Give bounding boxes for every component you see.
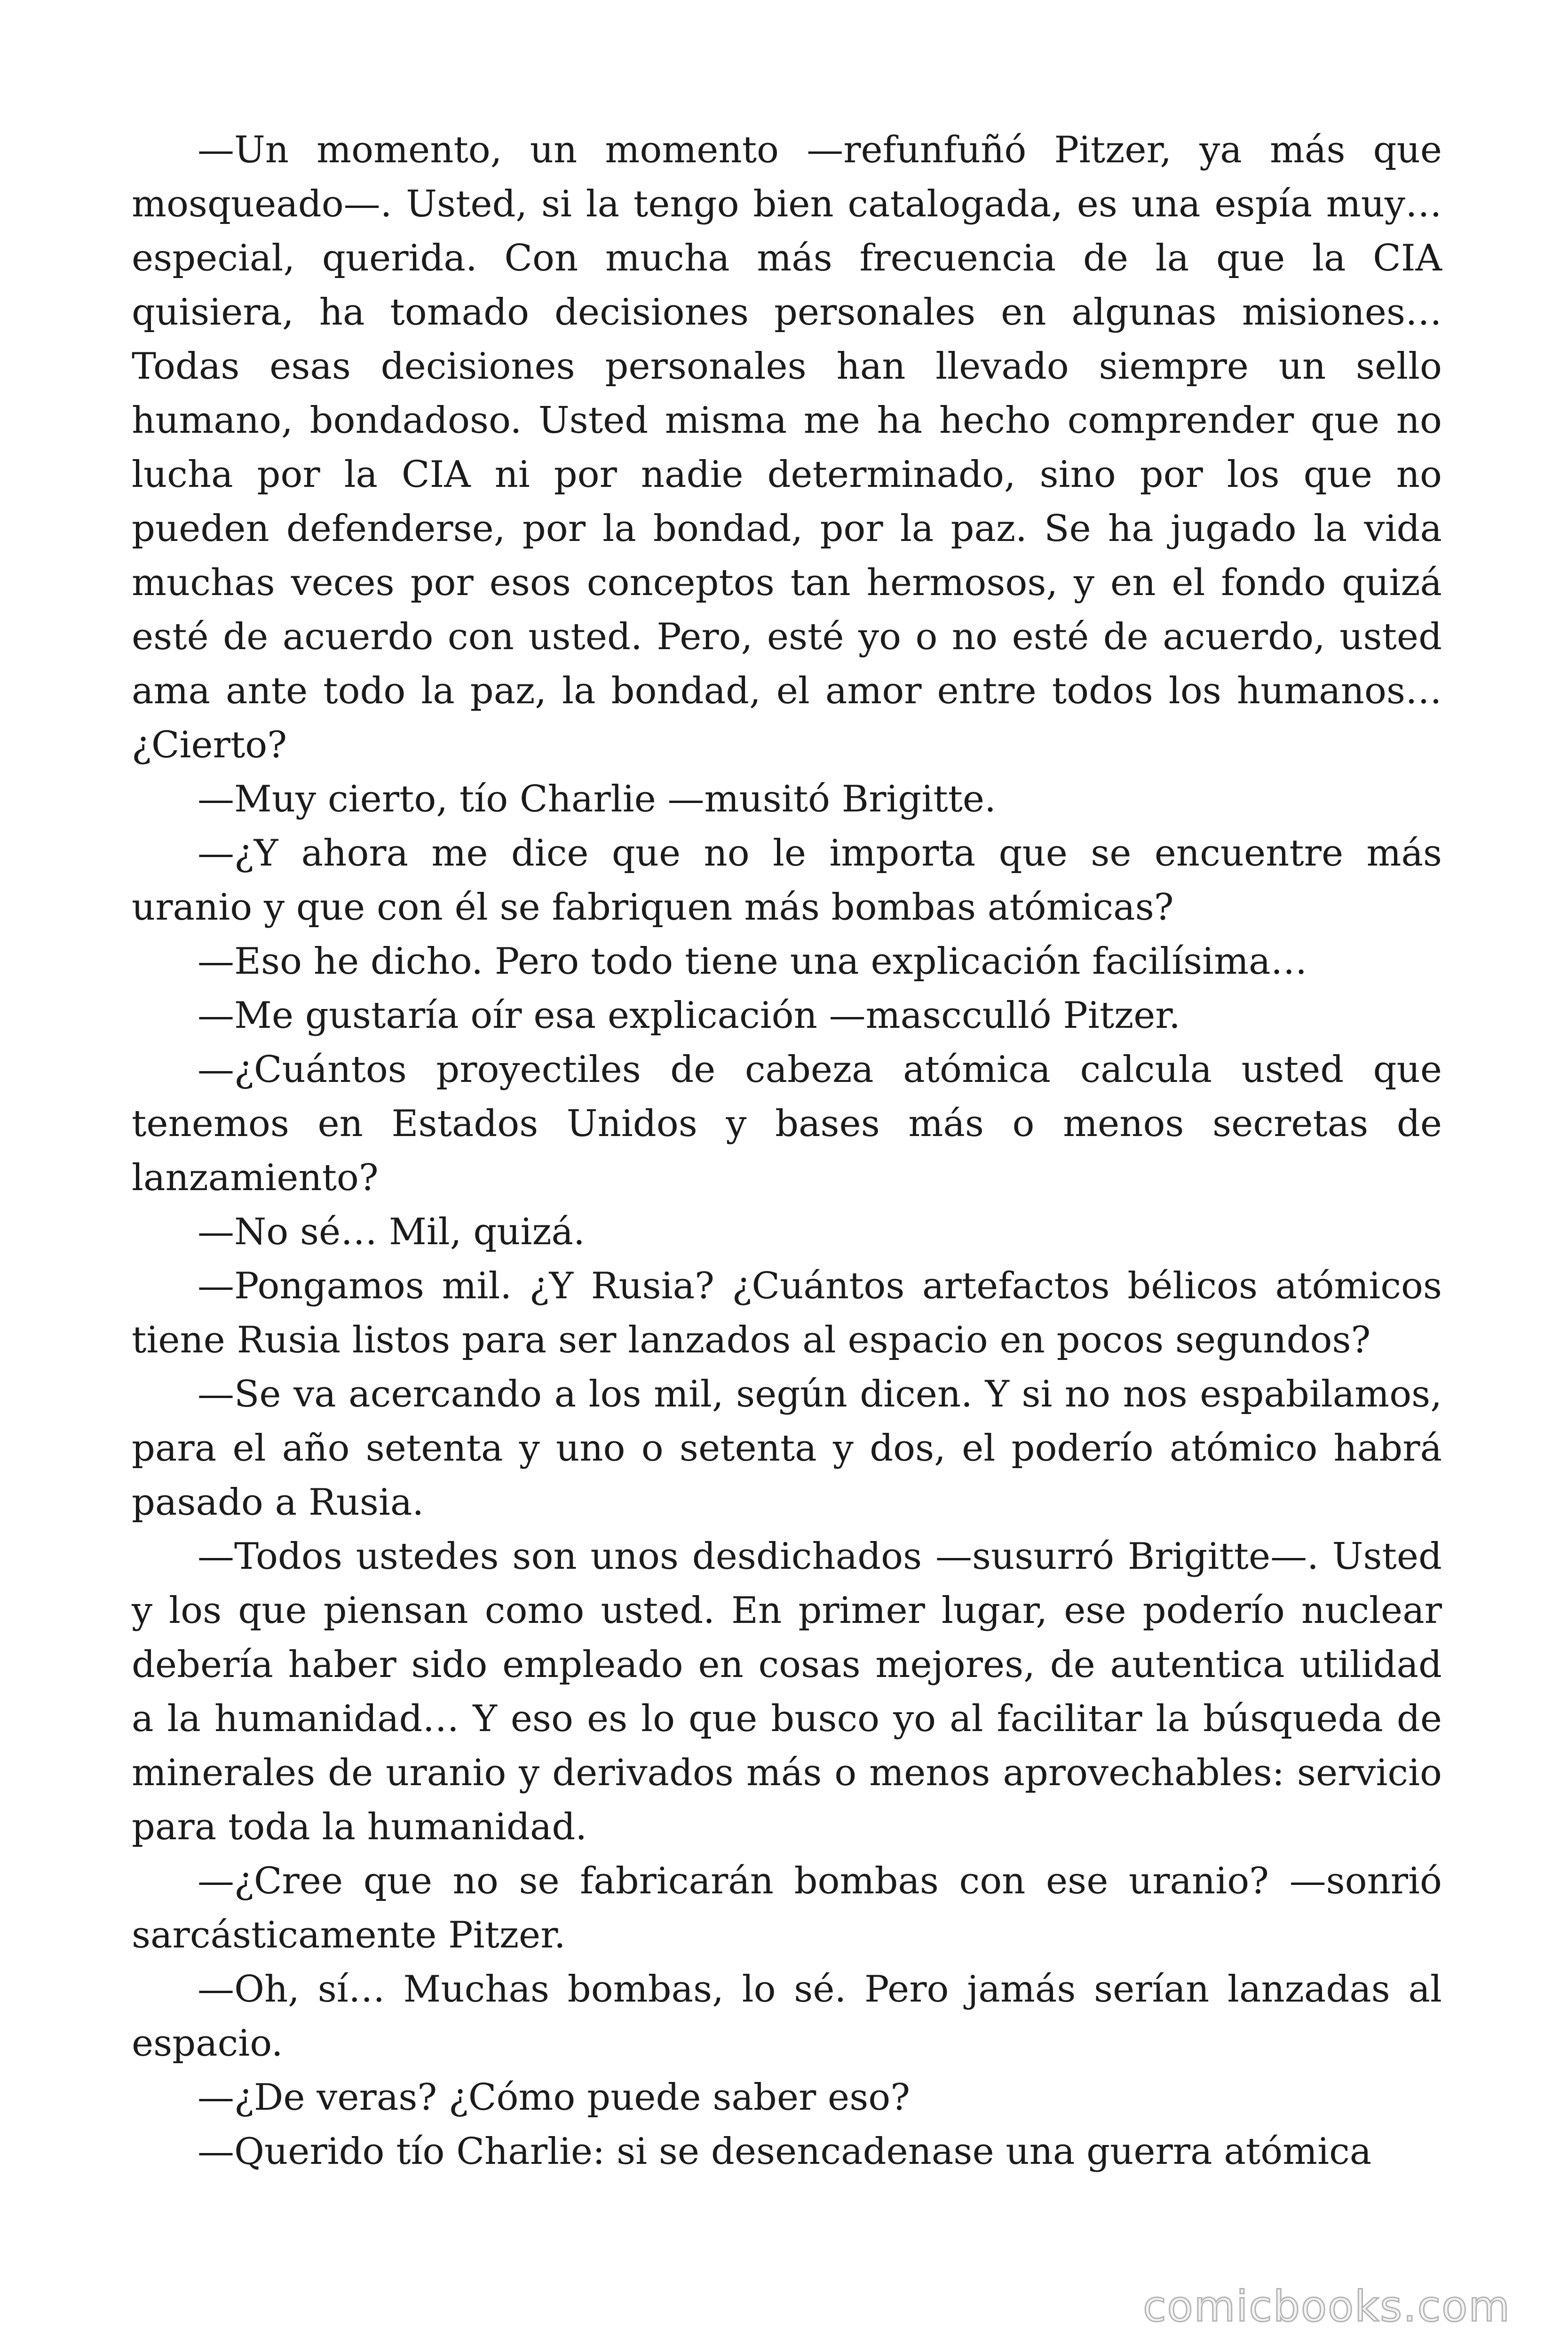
paragraph: —Todos ustedes son unos desdichados —susurró Brigitte—. Usted y los que piensan como usted. En primer lugar, ese poderío nuclear debería haber sido empleado en cosas mejores, de autentica utilidad a la humanidad… Y eso es lo que busco yo al facilitar la búsqueda de minerales de uranio y derivados más o menos aprovechables: servicio para toda la humanidad. bbox=[132, 1535, 1442, 1848]
paragraph: —Oh, sí… Muchas bombas, lo sé. Pero jamás serían lanzadas al espacio. bbox=[132, 1968, 1442, 2065]
paragraph: —Se va acercando a los mil, según dicen. Y si no nos espabilamos, para el año setenta y uno o setenta y dos, el poderío atómico habrá pasado a Rusia. bbox=[132, 1373, 1442, 1524]
paragraph: —Un momento, un momento —refunfuñó Pitzer, ya más que mosqueado—. Usted, si la tengo bien catalogada, es una espía muy… especial, querida. Con mucha más frecuencia de la que la CIA quisiera, ha tomado decisiones personales en algunas misiones… Todas esas decisiones personales han llevado siempre un sello humano, bondadoso. Usted misma me ha hecho comprender que no lucha por la CIA ni por nadie determinado, sino por los que no pueden defenderse, por la bondad, por la paz. Se ha jugado la vida muchas veces por esos conceptos tan hermosos, y en el fondo quizá esté de acuerdo con usted. Pero, esté yo o no esté de acuerdo, usted ama ante todo la paz, la bondad, el amor entre todos los humanos… ¿Cierto? bbox=[132, 129, 1442, 766]
paragraph: —Me gustaría oír esa explicación —mascculló Pitzer. bbox=[198, 994, 1180, 1037]
paragraph: —Pongamos mil. ¿Y Rusia? ¿Cuántos artefactos bélicos atómicos tiene Rusia listos para ser lanzados al espacio en pocos segundos? bbox=[132, 1265, 1442, 1361]
paragraph: —¿Cuántos proyectiles de cabeza atómica calcula usted que tenemos en Estados Unidos y bases más o menos secretas de lanzamiento? bbox=[132, 1049, 1442, 1199]
page-body bbox=[132, 123, 1442, 2179]
paragraph: —¿Y ahora me dice que no le importa que se encuentre más uranio y que con él se fabriquen más bombas atómicas? bbox=[132, 832, 1442, 929]
watermark: comicbooks.com bbox=[1143, 2282, 1511, 2331]
paragraph: —Querido tío Charlie: si se desencadenase una guerra atómica bbox=[198, 2130, 1372, 2173]
paragraph: —Muy cierto, tío Charlie —musitó Brigitte. bbox=[198, 778, 996, 820]
paragraph: —No sé… Mil, quizá. bbox=[198, 1211, 585, 1253]
paragraph: —¿De veras? ¿Cómo puede saber eso? bbox=[198, 2076, 911, 2119]
paragraph: —Eso he dicho. Pero todo tiene una explicación facilísima… bbox=[198, 940, 1307, 983]
paragraph: —¿Cree que no se fabricarán bombas con ese uranio? —sonrió sarcásticamente Pitzer. bbox=[132, 1860, 1442, 1956]
